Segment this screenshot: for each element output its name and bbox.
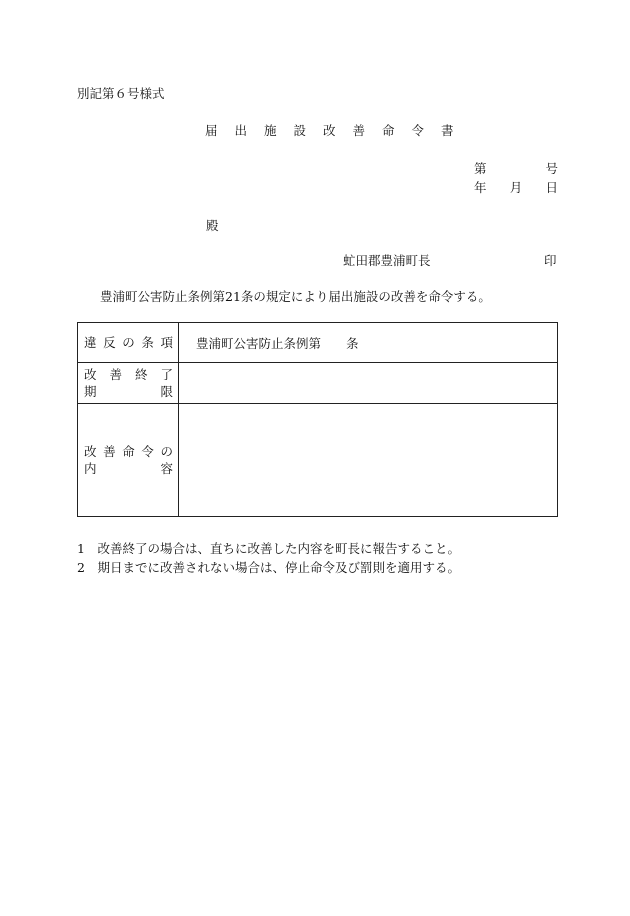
label-char: 令 [141,444,154,459]
date-day: 日 [545,180,558,195]
label-char: 善 [109,367,122,382]
order-content-value[interactable] [179,404,558,517]
label-char: 限 [160,384,173,399]
order-body-text: 豊浦町公害防止条例第21条の規定により届出施設の改善を命令する。 [100,289,491,304]
form-number: 別記第６号様式 [77,86,165,101]
label-char: の [160,444,173,459]
date-month: 月 [509,180,523,195]
date-year: 年 [474,180,487,195]
seal-mark: 印 [544,253,557,268]
label-char: 改 [84,367,97,382]
label-char: 改 [84,444,97,459]
completion-deadline-value[interactable] [179,363,558,404]
label-char: 容 [160,461,173,476]
completion-deadline-label [78,363,179,404]
table-row-completion-deadline [78,363,558,404]
addressee-suffix: 殿 [206,218,219,233]
number-suffix: 号 [545,161,558,176]
violation-clause-value [179,323,558,363]
table-row-order-content [78,404,558,517]
label-char: 善 [103,444,116,459]
label-char: 了 [160,367,173,382]
violation-clause-text: 豊浦町公害防止条例第 条 [196,335,359,351]
label-char: の [122,335,135,350]
order-form-table [77,322,558,517]
label-char: 条 [141,335,154,350]
note-item-2: 2 期日までに改善されない場合は、停止命令及び罰則を適用する。 [77,560,460,575]
document-title: 届出施設改善命令書 [205,123,471,138]
label-char: 内 [84,461,97,476]
label-char: 反 [103,335,116,350]
label-char: 期 [84,384,97,399]
note-item-1: 1 改善終了の場合は、直ちに改善した内容を町長に報告すること。 [77,541,460,556]
document-number-line [474,159,558,177]
order-content-label [78,404,179,517]
table-row-violation-clause [78,323,558,363]
violation-clause-label [78,323,179,363]
label-char: 項 [160,335,173,350]
label-char: 終 [134,367,148,382]
issuer-name: 虻田郡豊浦町長 [343,253,431,268]
label-char: 違 [84,335,97,350]
label-char: 命 [122,444,135,459]
date-line [474,178,558,196]
number-prefix: 第 [474,161,487,176]
